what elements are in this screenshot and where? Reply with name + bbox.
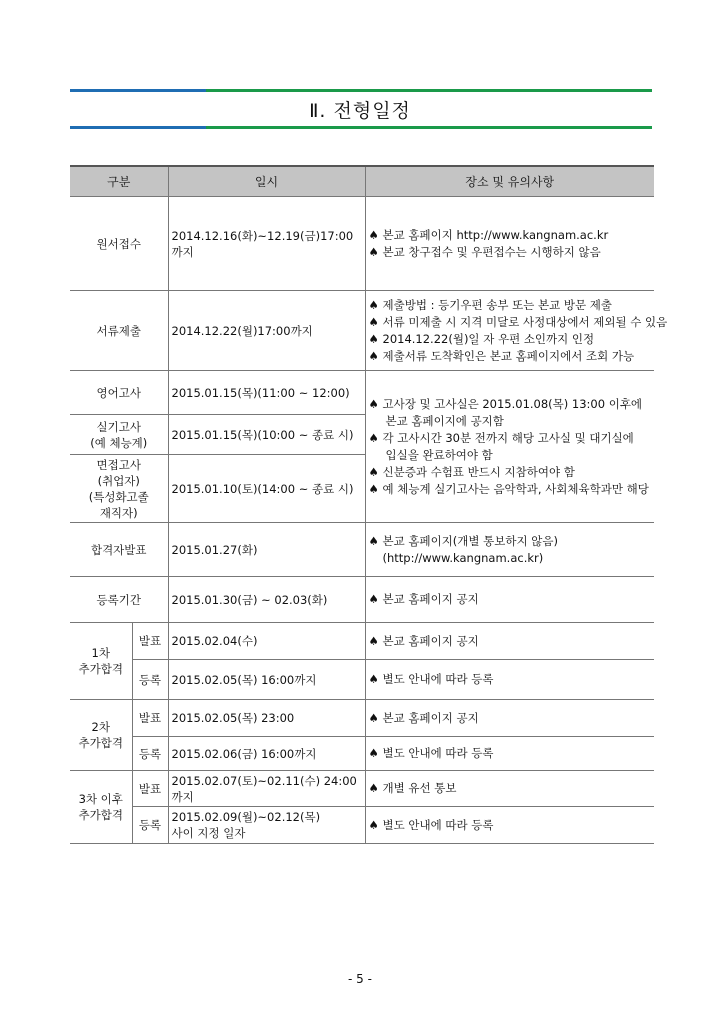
row-date: [168, 807, 365, 844]
row-date: 2014.12.16(화)~12.19(금)17:00까지: [168, 197, 365, 291]
note-text: 별도 안내에 따라 등록: [382, 817, 494, 832]
row-label: 서류제출: [70, 291, 168, 371]
note-text: 별도 안내에 따라 등록: [382, 672, 494, 686]
group-label: [70, 700, 132, 771]
sub-label: 등록: [132, 737, 168, 771]
spade-icon: ♠: [368, 781, 379, 795]
spade-icon: ♠: [368, 227, 379, 242]
table-row: [70, 197, 654, 291]
sub-label: 등록: [132, 660, 168, 700]
spade-icon: ♠: [368, 314, 379, 329]
spade-icon: ♠: [368, 244, 379, 259]
table-row: [70, 523, 654, 577]
label-line: (예 체능계): [90, 435, 148, 450]
row-date: 2015.01.30(금) ~ 02.03(화): [168, 577, 365, 623]
sub-label: 발표: [132, 771, 168, 807]
note-text: 본교 홈페이지 공지: [382, 592, 479, 606]
label-line: 추가합격: [78, 662, 123, 676]
spade-icon: ♠: [368, 746, 379, 760]
note-text: 예 체능계 실기고사는 음악학과, 사회체육학과만 해당: [382, 481, 649, 496]
note-text: 제출서류 도착확인은 본교 홈페이지에서 조회 가능: [382, 348, 635, 363]
note-text: 본교 홈페이지 공지: [382, 710, 479, 725]
row-notes: [365, 771, 654, 807]
row-notes: [365, 623, 654, 660]
spade-icon: ♠: [368, 481, 379, 496]
header-notes: 장소 및 유의사항: [365, 166, 654, 197]
row-label: 등록기간: [70, 577, 168, 623]
row-date: 2015.02.06(금) 16:00까지: [168, 737, 365, 771]
row-label: [70, 415, 168, 455]
note-text: 신분증과 수험표 반드시 지참하여야 함: [382, 464, 575, 479]
row-label: 합격자발표: [70, 523, 168, 577]
row-date: 2015.02.07(토)~02.11(수) 24:00까지: [168, 771, 365, 807]
label-line: 추가합격: [78, 736, 123, 750]
spade-icon: ♠: [368, 348, 379, 363]
row-date: 2015.02.05(목) 23:00: [168, 700, 365, 737]
note-text: 제출방법 : 등기우편 송부 또는 본교 방문 제출: [382, 297, 612, 312]
spade-icon: ♠: [368, 710, 379, 725]
table-row: [70, 371, 654, 415]
note-text: 입실을 완료하여야 함: [385, 447, 493, 462]
table-row: [70, 771, 654, 807]
note-text: 본교 창구접수 및 우편접수는 시행하지 않음: [382, 244, 601, 259]
table-header-row: [70, 166, 654, 197]
note-text: 개별 유선 통보: [382, 781, 457, 795]
spade-icon: ♠: [368, 672, 379, 686]
table-row: [70, 623, 654, 660]
label-line: 3차 이후: [78, 792, 123, 806]
sub-label: 발표: [132, 623, 168, 660]
date-line: 사이 지정 일자: [171, 826, 246, 840]
date-line: 2015.02.09(월)~02.12(목): [171, 810, 321, 824]
page-title: Ⅱ. 전형일정: [309, 100, 411, 122]
table-row: [70, 807, 654, 844]
header-datetime: 일시: [168, 166, 365, 197]
label-line: 1차: [91, 646, 110, 660]
row-date: 2015.02.04(수): [168, 623, 365, 660]
spade-icon: ♠: [368, 533, 379, 548]
header-rule-top-blue: [70, 89, 206, 92]
note-text: 2014.12.22(월)일 자 우편 소인까지 인정: [382, 331, 595, 346]
row-date: 2015.01.15(목)(10:00 ~ 종료 시): [168, 415, 365, 455]
spade-icon: ♠: [368, 396, 379, 411]
row-notes: [365, 660, 654, 700]
group-label: [70, 771, 132, 844]
row-label: 원서접수: [70, 197, 168, 291]
spade-icon: ♠: [368, 817, 379, 832]
header-rule-bottom-blue: [70, 126, 206, 129]
label-line: 실기고사: [96, 419, 141, 434]
label-line: (취업자): [97, 473, 140, 488]
spade-icon: ♠: [368, 592, 379, 606]
header-category: 구분: [70, 166, 168, 197]
sub-label: 등록: [132, 807, 168, 844]
row-notes: [365, 523, 654, 577]
row-notes: [365, 737, 654, 771]
label-line: 2차: [91, 720, 110, 734]
note-text: (http://www.kangnam.ac.kr): [382, 550, 544, 565]
spade-icon: ♠: [368, 633, 379, 648]
row-notes: [365, 807, 654, 844]
table-row: [70, 577, 654, 623]
row-date: 2014.12.22(월)17:00까지: [168, 291, 365, 371]
exam-notes: [365, 371, 654, 523]
table-row: [70, 700, 654, 737]
label-line: (특성화고졸: [88, 489, 149, 504]
row-label: 영어고사: [70, 371, 168, 415]
header-rule-top-green: [206, 89, 652, 92]
table-row: [70, 660, 654, 700]
group-label: [70, 623, 132, 700]
table-row: [70, 291, 654, 371]
sub-label: 발표: [132, 700, 168, 737]
row-notes: [365, 700, 654, 737]
note-text: 본교 홈페이지 http://www.kangnam.ac.kr: [382, 227, 609, 242]
row-notes: [365, 291, 668, 371]
note-text: 별도 안내에 따라 등록: [382, 746, 494, 760]
schedule-table: [70, 165, 668, 844]
row-date: 2015.01.15(목)(11:00 ~ 12:00): [168, 371, 365, 415]
header-rule-bottom-green: [206, 126, 652, 129]
row-date: 2015.01.10(토)(14:00 ~ 종료 시): [168, 455, 365, 523]
spade-icon: ♠: [368, 430, 379, 445]
label-line: 재직자): [99, 505, 138, 520]
spade-icon: ♠: [368, 297, 379, 312]
note-text: 본교 홈페이지 공지: [382, 633, 479, 648]
note-text: 각 고사시간 30분 전까지 해당 고사실 및 대기실에: [382, 430, 634, 445]
spade-icon: ♠: [368, 331, 379, 346]
page-number: - 5 -: [348, 972, 372, 986]
row-notes: [365, 577, 654, 623]
note-text: 본교 홈페이지에 공지함: [385, 413, 504, 428]
row-notes: [365, 197, 654, 291]
table-row: [70, 737, 654, 771]
note-text: 서류 미제출 시 지격 미달로 사정대상에서 제외될 수 있음: [382, 314, 668, 329]
row-date: 2015.01.27(화): [168, 523, 365, 577]
label-line: 면접고사: [96, 457, 141, 472]
label-line: 추가합격: [78, 808, 123, 822]
row-label: [70, 455, 168, 523]
row-date: 2015.02.05(목) 16:00까지: [168, 660, 365, 700]
note-text: 본교 홈페이지(개별 통보하지 않음): [382, 533, 558, 548]
spade-icon: ♠: [368, 464, 379, 479]
note-text: 고사장 및 고사실은 2015.01.08(목) 13:00 이후에: [382, 396, 643, 411]
